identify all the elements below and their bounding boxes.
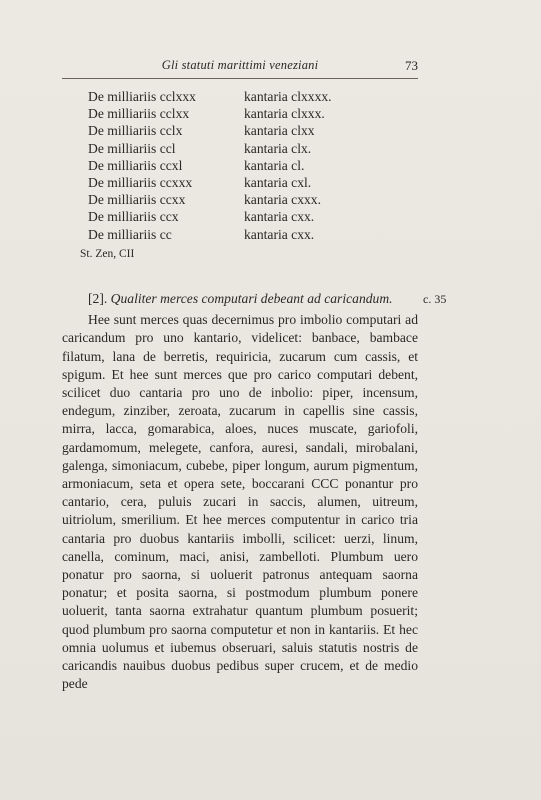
source-citation: St. Zen, CII: [80, 248, 135, 260]
tariff-row: [88, 88, 388, 105]
header-rule: [62, 78, 418, 79]
tariff-kantaria: kantaria cxxx.: [244, 192, 321, 208]
tariff-row: [88, 226, 388, 243]
tariff-row: [88, 140, 388, 157]
tariff-weight: De milliariis ccx: [88, 209, 179, 225]
tariff-row: [88, 191, 388, 208]
tariff-weight: De milliariis cclxxx: [88, 89, 196, 104]
tariff-weight: De milliariis cc: [88, 226, 172, 242]
tariff-kantaria: kantaria cxx.: [244, 226, 315, 242]
tariff-row: [88, 122, 388, 139]
tariff-weight: De milliariis cclxx: [88, 106, 190, 122]
tariff-weight: De milliariis ccxx: [88, 192, 186, 208]
page-number: 73: [405, 58, 418, 73]
section-heading: [62, 290, 418, 308]
section-number: [2].: [88, 291, 108, 306]
tariff-weight: De milliariis cclx: [88, 123, 183, 139]
tariff-kantaria: kantaria cxl.: [244, 174, 312, 190]
margin-reference: c. 35: [423, 292, 447, 306]
tariff-kantaria: kantaria clx.: [244, 140, 312, 156]
tariff-row: [88, 174, 388, 191]
tariff-weight: De milliariis ccl: [88, 140, 176, 156]
tariff-row: [88, 208, 388, 225]
tariff-kantaria: kantaria clxx: [244, 123, 315, 139]
running-head: [62, 58, 418, 76]
tariff-row: [88, 157, 388, 174]
tariff-kantaria: kantaria cxx.: [244, 209, 315, 225]
tariff-kantaria: kantaria cl.: [244, 157, 305, 173]
tariff-weight: De milliariis ccxxx: [88, 174, 193, 190]
tariff-row: [88, 105, 388, 122]
section-title: Qualiter merces computari debeant ad caricandum.: [110, 291, 393, 306]
running-title: Gli statuti marittimi veneziani: [161, 58, 319, 72]
tariff-kantaria: kantaria clxxxx.: [244, 89, 332, 104]
tariff-table: [88, 88, 388, 243]
section-body: Hee sunt merces quas decernimus pro imbolio computari ad caricandum pro uno kantario, videlicet: banbace, bambace filatum, lana de berretis, requiricia, zucarum cum cassis, et spigum. Et hee sunt merces que pro carico computari debent, scilicet duo cantaria pro uno de inbolio: piper, incensum, endegum, zinziber, zeroata, zucarum in capellis sine cassis, mirra, lacca, gomarabica, aloes, nuces muscate, gariofoli, gardamomum, melegete, canfora, auresi, sandali, mirobalani, galenga, simoniacum, cubebe, piper longum, aurum pigmentum, armoniacum, seta et opera sete, boccarani CCC ponantur pro cantario, cera, puluis zucari in saccis, alumen, uitreum, uitriolum, smerilium. Et hee merces computentur in carico tria cantaria pro duobus kantariis imbolli, scilicet: uerzi, linum, canella, cominum, maci, anisi, zambelloti. Plumbum uero ponatur pro saorna, si uoluerit patronus antequam saorna ponatur; et posita saorna, si postmodum plumbum ponere uoluerit, tanta saorna extrahatur quantum plumbum posuerit; quod plumbum pro saorna computetur et non in kantariis. Et hec omnia uolumus et iubemus obseruari, saluis statutis nostris de caricandis nauibus duobus pedibus super crucem, et de medio pede: [62, 312, 418, 692]
statute-section: [62, 290, 418, 693]
tariff-weight: De milliariis ccxl: [88, 157, 183, 173]
tariff-kantaria: kantaria clxxx.: [244, 106, 325, 122]
